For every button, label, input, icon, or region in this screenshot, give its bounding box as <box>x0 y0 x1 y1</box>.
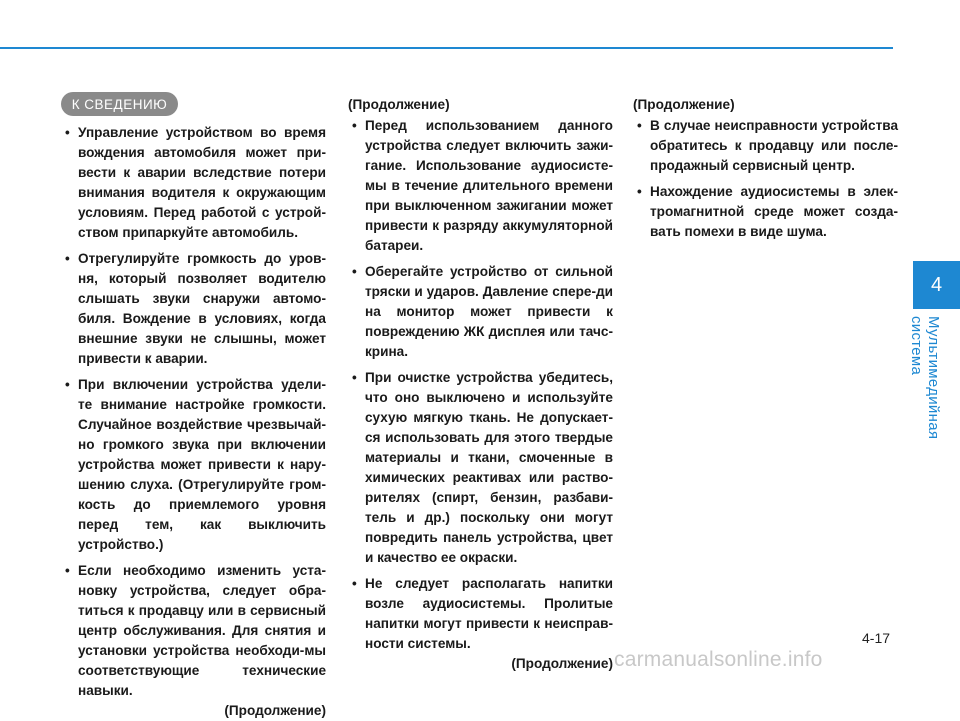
chapter-tab: 4 <box>913 261 960 309</box>
header-rule <box>0 47 893 49</box>
list-item: • Управление устройством во время вождения автомобиля может при-вести к аварии вследствие потери внимания водителя к окружающим условиям. Перед работой с устрой-ством припаркуйте автомобиль. <box>61 123 326 243</box>
text-column-3 <box>633 95 898 248</box>
continued-heading: (Продолжение) <box>633 97 735 112</box>
list-item: • Перед использованием данного устройства следует включить зажи-гание. Использование аудиосисте-мы в течение длительного времени при выключенном зажигании может привести к разряду аккумуляторной батареи. <box>348 116 613 256</box>
continued-heading: (Продолжение) <box>348 97 450 112</box>
chapter-title: Мультимедийная система <box>908 316 942 440</box>
page-number: 4-17 <box>862 630 891 646</box>
text-column-2 <box>348 95 613 674</box>
list-item: • Нахождение аудиосистемы в элек-тромагнитной среде может созда-вать помехи в виде шума. <box>633 182 898 242</box>
watermark-text: carmanualsonline.info <box>614 648 823 671</box>
bullet-list <box>633 116 898 242</box>
list-item: • Оберегайте устройство от сильной тряски и ударов. Давление спере-ди на монитор может привести к повреждению ЖК дисплея или тачс-крина. <box>348 262 613 362</box>
list-item: • Не следует располагать напитки возле аудиосистемы. Пролитые напитки могут привести к неисправ-ности системы. <box>348 574 613 654</box>
bullet-list <box>61 123 326 701</box>
list-item: • Отрегулируйте громкость до уров-ня, который позволяет водителю слышать звуки снаружи автомо-биля. Вождение в условиях, когда внешние звуки не слышны, может привести к аварии. <box>61 249 326 369</box>
continued-label: (Продолжение) <box>511 656 613 671</box>
list-item: • В случае неисправности устройства обратитесь к продавцу или после-продажный сервисный центр. <box>633 116 898 176</box>
text-column-1 <box>61 123 326 721</box>
list-item: • При включении устройства удели-те внимание настройке громкости. Случайное воздействие чрезвычай-но громкого звука при включении устройства может привести к нару-шению слуха. (Отрегулируйте гром-кость до приемлемого уровня перед тем, как выключить устройство.) <box>61 375 326 555</box>
continued-label: (Продолжение) <box>224 703 326 718</box>
list-item: • При очистке устройства убедитесь, что оно выключено и используйте сухую мягкую ткань. Не допускает-ся использовать для этого твердые материалы и ткани, смоченные в химических реактивах или раство-рителях (спирт, бензин, разбави-тель и др.) поскольку они могут повредить панель устройства, цвет и качество ее окраски. <box>348 368 613 568</box>
bullet-list <box>348 116 613 654</box>
list-item: • Если необходимо изменить уста-новку устройства, следует обра-титься к продавцу или в сервисный центр обслуживания. Для снятия и установки устройства необходи-мы соответствующие технические навыки. <box>61 561 326 701</box>
section-badge: К СВЕДЕНИЮ <box>61 92 178 116</box>
